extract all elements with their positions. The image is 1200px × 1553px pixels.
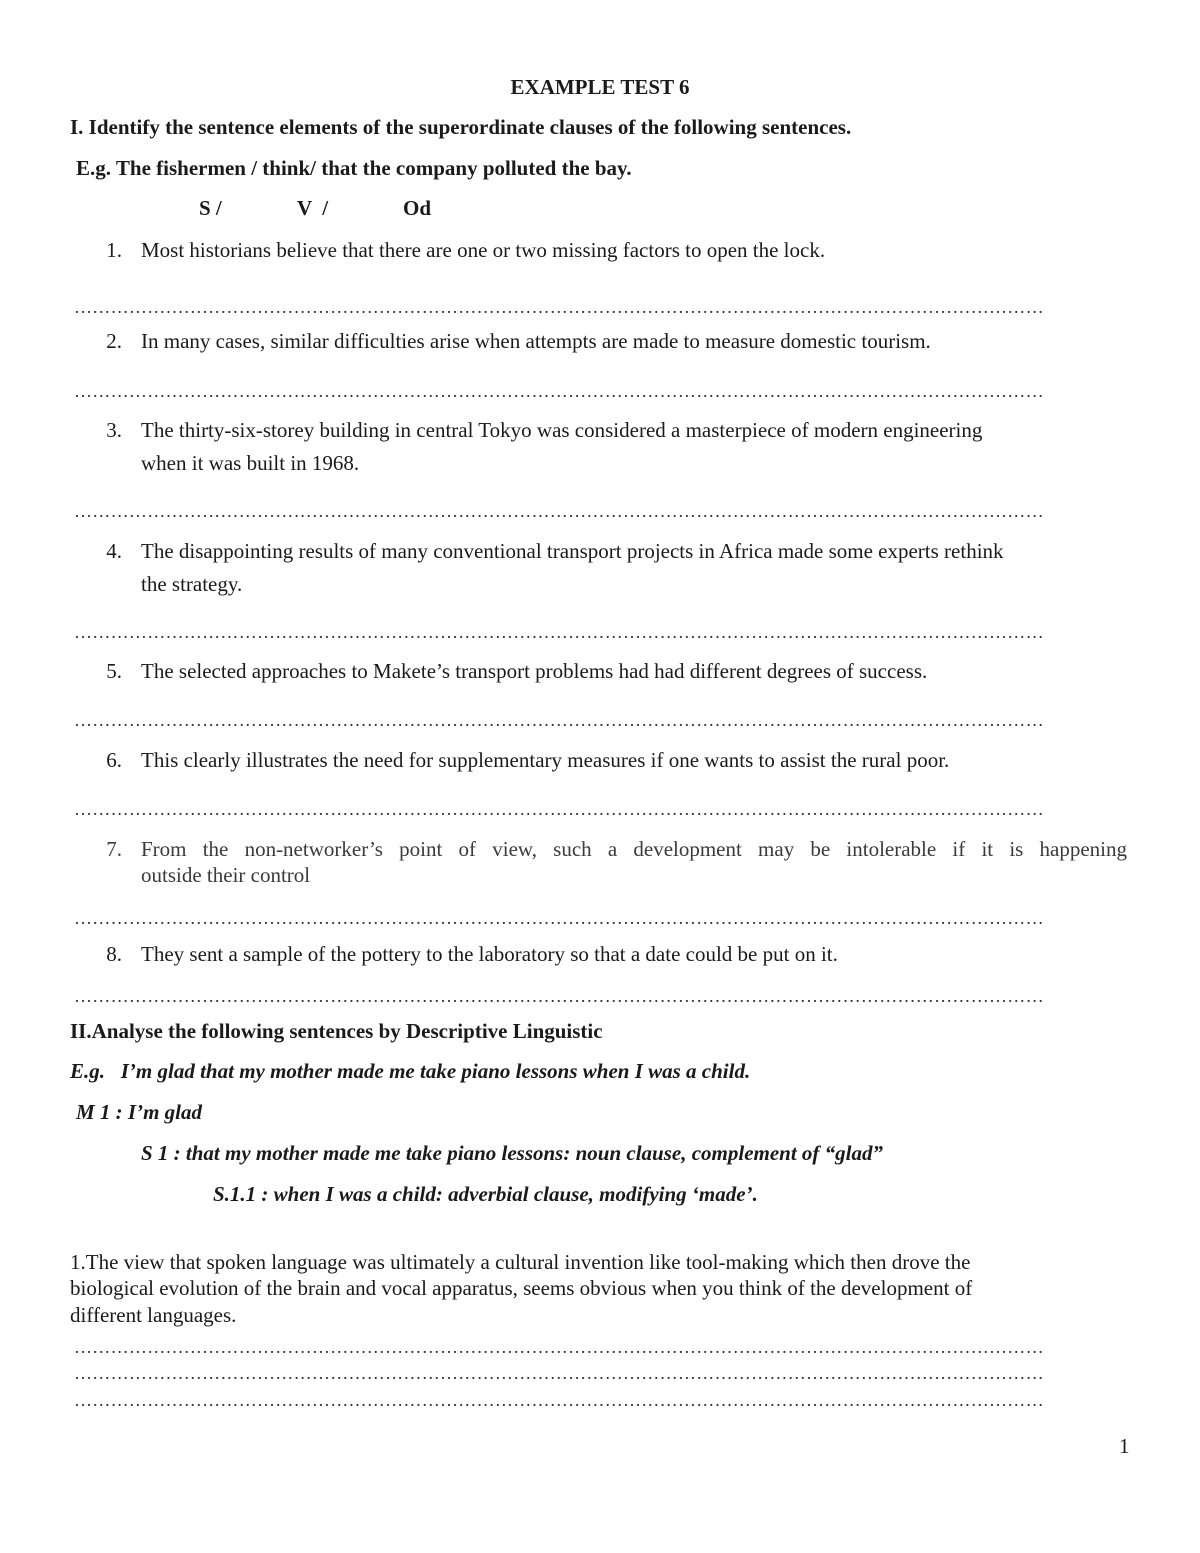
label-direct-object: Od: [403, 196, 432, 220]
part1-heading: I. Identify the sentence elements of the superordinate clauses of the following sentences.: [70, 115, 852, 139]
item-number: 6.: [106, 748, 122, 772]
sub-clause-s11: S.1.1 : when I was a child: adverbial clause, modifying ‘made’.: [213, 1182, 758, 1206]
answer-line[interactable]: ……………………………………………………………………………………………………………………………………………: [74, 1337, 1044, 1357]
item-number: 8.: [106, 942, 122, 966]
label-verb: V /: [297, 196, 329, 220]
label-subject: S /: [199, 196, 222, 220]
item-number: 5.: [106, 659, 122, 683]
answer-line[interactable]: ……………………………………………………………………………………………………………………………………………: [74, 297, 1044, 317]
answer-line[interactable]: ……………………………………………………………………………………………………………………………………………: [74, 622, 1044, 642]
page-title: EXAMPLE TEST 6: [510, 75, 690, 99]
item-sentence: The selected approaches to Makete’s transport problems had had different degrees of success.: [141, 659, 928, 683]
question-line: 1.The view that spoken language was ultimately a cultural invention like tool-making which then drove the: [70, 1250, 971, 1274]
item-sentence: In many cases, similar difficulties arise when attempts are made to measure domestic tourism.: [141, 329, 931, 353]
item-number: 3.: [106, 418, 122, 442]
answer-line[interactable]: ……………………………………………………………………………………………………………………………………………: [74, 799, 1044, 819]
item-number: 2.: [106, 329, 122, 353]
item-sentence: Most historians believe that there are one or two missing factors to open the lock.: [141, 238, 826, 262]
answer-line[interactable]: ……………………………………………………………………………………………………………………………………………: [74, 381, 1044, 401]
item-sentence: The disappointing results of many conventional transport projects in Africa made some experts rethink: [141, 539, 1004, 563]
answer-line[interactable]: ……………………………………………………………………………………………………………………………………………: [74, 501, 1044, 521]
item-number: 7.: [106, 837, 122, 861]
sub-clause-s1: S 1 : that my mother made me take piano lessons: noun clause, complement of “glad”: [141, 1141, 884, 1165]
item-sentence-continued: when it was built in 1968.: [141, 451, 360, 475]
question-line: different languages.: [70, 1303, 237, 1327]
item-sentence: They sent a sample of the pottery to the laboratory so that a date could be put on it.: [141, 942, 838, 966]
answer-line[interactable]: ……………………………………………………………………………………………………………………………………………: [74, 1390, 1044, 1410]
answer-line[interactable]: ……………………………………………………………………………………………………………………………………………: [74, 1363, 1044, 1383]
question-line: biological evolution of the brain and vocal apparatus, seems obvious when you think of the development of: [70, 1276, 973, 1300]
item-number: 1.: [106, 238, 122, 262]
page-number: 1: [1119, 1434, 1130, 1458]
answer-line[interactable]: ……………………………………………………………………………………………………………………………………………: [74, 710, 1044, 730]
item-number: 4.: [106, 539, 122, 563]
part2-heading: II.Analyse the following sentences by Descriptive Linguistic: [70, 1019, 603, 1043]
answer-line[interactable]: ……………………………………………………………………………………………………………………………………………: [74, 908, 1044, 928]
item-sentence: The thirty-six-storey building in central Tokyo was considered a masterpiece of modern engineering: [141, 418, 983, 442]
part2-example: E.g. I’m glad that my mother made me take piano lessons when I was a child.: [70, 1059, 751, 1083]
main-clause-m1: M 1 : I’m glad: [76, 1100, 202, 1124]
item-sentence: From the non-networker’s point of view, such a development may be intolerable if it is happening: [141, 837, 1127, 861]
item-sentence: This clearly illustrates the need for supplementary measures if one wants to assist the rural poor.: [141, 748, 950, 772]
item-sentence-continued: outside their control: [141, 863, 311, 887]
item-sentence-continued: the strategy.: [141, 572, 243, 596]
part1-example: E.g. The fishermen / think/ that the company polluted the bay.: [76, 156, 632, 180]
answer-line[interactable]: ……………………………………………………………………………………………………………………………………………: [74, 986, 1044, 1006]
